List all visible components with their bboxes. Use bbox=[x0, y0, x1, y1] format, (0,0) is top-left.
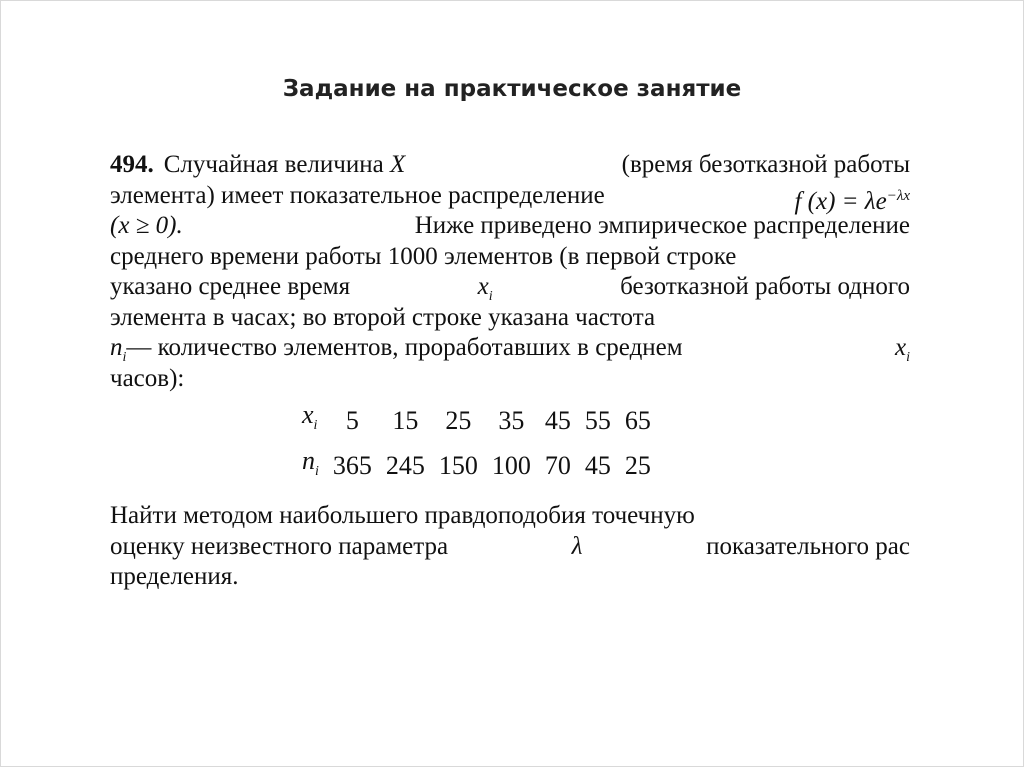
line-7-var-x: x bbox=[895, 334, 907, 361]
task-line-2 bbox=[110, 532, 910, 563]
table-cell: 45 bbox=[544, 405, 571, 435]
task-line-3 bbox=[110, 562, 910, 593]
table-cell: 365 bbox=[332, 451, 372, 480]
task-line-3-text: пределения. bbox=[110, 563, 239, 590]
table-row bbox=[302, 400, 665, 446]
line-4-text-a: среднего времени работы 1000 элементов (в первой строке bbox=[110, 242, 737, 270]
distribution-table bbox=[302, 400, 665, 491]
line-5-text-c: безотказной работы одного bbox=[620, 273, 910, 300]
table-cell: 55 bbox=[584, 405, 611, 435]
line-7-var-n-sub: i bbox=[122, 350, 127, 365]
line-3-text-b: Ниже приведено эмпирическое распределение bbox=[414, 212, 910, 239]
table-cell: 35 bbox=[498, 405, 525, 435]
line-3-condition: (x ≥ 0). bbox=[110, 212, 183, 239]
line-5-var-x: x bbox=[477, 273, 489, 300]
table-cell: 70 bbox=[544, 451, 571, 480]
table-cell: 65 bbox=[624, 405, 651, 435]
problem-line-2 bbox=[110, 181, 910, 215]
task-line-1-text: Найти методом наибольшего правдоподобия точечную bbox=[110, 502, 695, 529]
task-line-2-text-a: оценку неизвестного параметра bbox=[110, 532, 449, 560]
problem-line-7 bbox=[110, 333, 910, 364]
table-row bbox=[302, 446, 665, 492]
problem-line-8 bbox=[110, 364, 910, 395]
problem-line-1 bbox=[110, 150, 910, 181]
slide-title: Задание на практическое занятие bbox=[282, 76, 742, 102]
line-1-var-x: X bbox=[389, 151, 406, 178]
task-line-1 bbox=[110, 501, 910, 532]
row-variable-subscript: i bbox=[315, 463, 319, 479]
task-line-2-lambda: λ bbox=[571, 532, 583, 560]
table-row-header bbox=[302, 446, 333, 492]
line-6-text-a: элемента в часах; во второй строке указана частота bbox=[110, 303, 656, 331]
line-2-formula: f (x) = λe bbox=[794, 187, 887, 215]
line-5-var-x-sub: i bbox=[488, 289, 493, 304]
line-1-text-c: (время безотказной работы bbox=[621, 151, 910, 178]
problem-line-6 bbox=[110, 303, 910, 334]
problem-line-3 bbox=[110, 211, 910, 242]
table-row-header bbox=[302, 400, 333, 446]
row-variable-subscript: i bbox=[313, 418, 318, 433]
table-cell: 5 bbox=[345, 405, 359, 435]
line-7-text-b: — количество элементов, проработавших в среднем bbox=[126, 334, 683, 361]
table-cell: 150 bbox=[438, 451, 478, 480]
table-cell: 245 bbox=[385, 451, 425, 480]
problem-scan bbox=[110, 150, 910, 593]
problem-line-5 bbox=[110, 272, 910, 303]
line-7-var-x-sub: i bbox=[906, 350, 910, 365]
line-8-text-a: часов): bbox=[110, 364, 185, 392]
task-paragraph bbox=[110, 501, 910, 593]
task-line-2-text-c: показательного рас bbox=[706, 532, 910, 560]
table-cell: 25 bbox=[624, 451, 651, 480]
table-cell: 45 bbox=[584, 451, 611, 480]
line-2-formula-exponent: −λx bbox=[886, 187, 910, 204]
line-7-var-n: n bbox=[110, 334, 123, 361]
row-variable: n bbox=[302, 445, 315, 475]
problem-number: 494. bbox=[110, 151, 154, 178]
problem-line-4 bbox=[110, 242, 910, 273]
line-2-text-a: элемента) имеет показательное распределение bbox=[110, 181, 605, 209]
distribution-table-body bbox=[302, 400, 665, 491]
table-cell: 15 bbox=[392, 405, 419, 435]
line-5-text-a: указано среднее время bbox=[110, 273, 351, 300]
row-variable: x bbox=[302, 400, 314, 429]
line-1-text-a: Случайная величина bbox=[163, 151, 384, 178]
table-cell: 25 bbox=[445, 405, 472, 435]
table-cell: 100 bbox=[491, 451, 531, 480]
